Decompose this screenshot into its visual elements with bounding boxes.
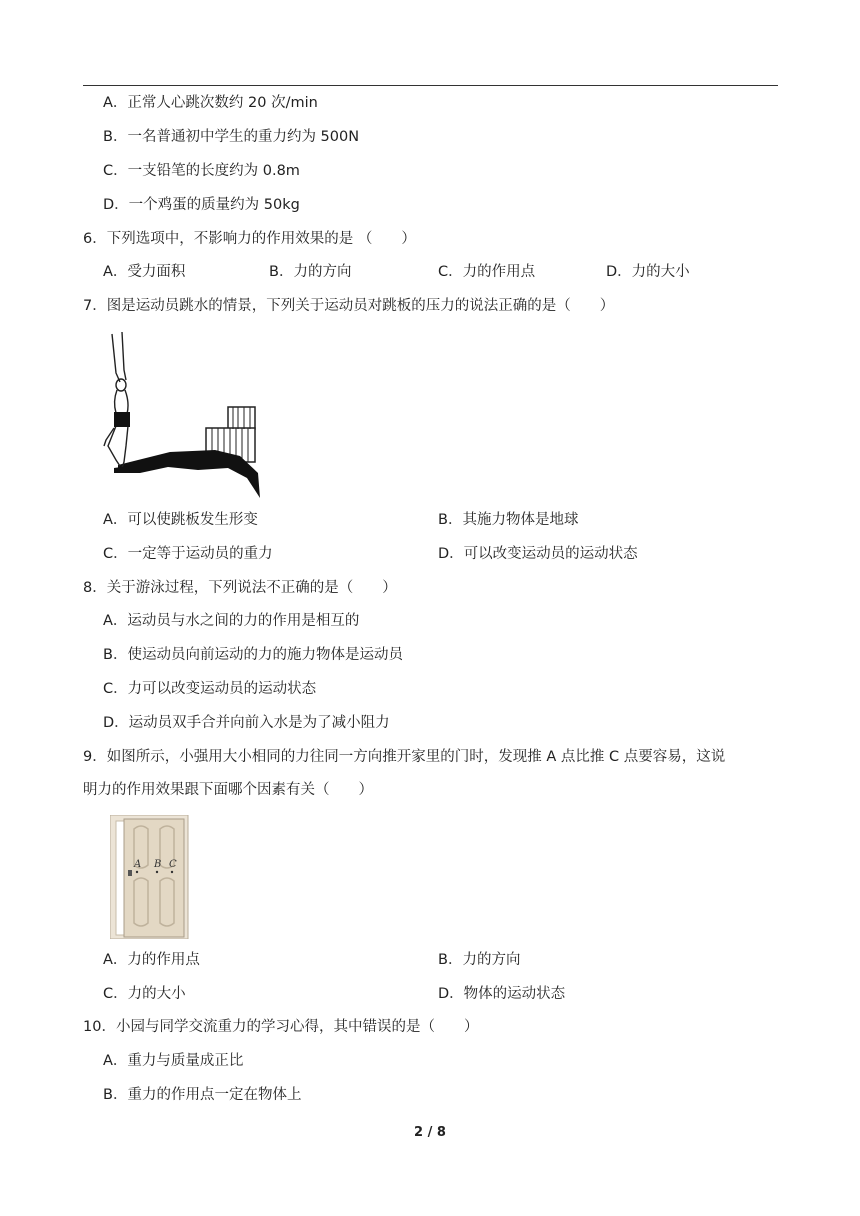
q6-option-c: C．力的作用点 xyxy=(438,264,536,280)
q5-option-c: C．一支铅笔的长度约为 0.8m xyxy=(103,163,300,179)
q7-option-d: D．可以改变运动员的运动状态 xyxy=(438,546,638,562)
q7-option-a: A．可以使跳板发生形变 xyxy=(103,512,258,528)
door-handle xyxy=(128,870,132,876)
diver-figure xyxy=(104,332,128,468)
door-label-c: C xyxy=(169,859,177,870)
diver-swimsuit xyxy=(114,412,130,427)
q9-option-a: A．力的作用点 xyxy=(103,952,200,968)
q10-stem: 10．小园与同学交流重力的学习心得，其中错误的是（ ） xyxy=(83,1019,479,1035)
header-rule xyxy=(83,85,778,86)
q6-option-a: A．受力面积 xyxy=(103,264,186,280)
q9-option-d: D．物体的运动状态 xyxy=(438,986,566,1002)
q10-option-b: B．重力的作用点一定在物体上 xyxy=(103,1087,302,1103)
q8-stem: 8．关于游泳过程，下列说法不正确的是（ ） xyxy=(83,580,397,596)
q6-option-b: B．力的方向 xyxy=(269,264,352,280)
q5-option-b: B．一名普通初中学生的重力约为 500N xyxy=(103,129,360,145)
q6-option-d: D．力的大小 xyxy=(606,264,690,280)
q8-option-c: C．力可以改变运动员的运动状态 xyxy=(103,681,317,697)
door-panel xyxy=(124,819,184,937)
page-number: 2 / 8 xyxy=(414,1125,446,1140)
door-label-b: B xyxy=(154,859,162,870)
q7-option-c: C．一定等于运动员的重力 xyxy=(103,546,273,562)
q5-option-d: D．一个鸡蛋的质量约为 50kg xyxy=(103,197,300,213)
door-figure xyxy=(110,815,190,939)
q8-option-a: A．运动员与水之间的力的作用是相互的 xyxy=(103,613,360,629)
diving-board-figure xyxy=(100,328,262,503)
q5-option-a: A．正常人心跳次数约 20 次/min xyxy=(103,95,318,111)
q9-stem-line2: 明力的作用效果跟下面哪个因素有关（ ） xyxy=(83,782,373,798)
q8-option-b: B．使运动员向前运动的力的施力物体是运动员 xyxy=(103,647,403,663)
q7-stem: 7．图是运动员跳水的情景，下列关于运动员对跳板的压力的说法正确的是（ ） xyxy=(83,298,615,314)
q8-option-d: D．运动员双手合并向前入水是为了减小阻力 xyxy=(103,715,390,731)
q6-stem: 6．下列选项中，不影响力的作用效果的是 （ ） xyxy=(83,231,416,247)
q9-option-c: C．力的大小 xyxy=(103,986,186,1002)
q7-option-b: B．其施力物体是地球 xyxy=(438,512,579,528)
q10-option-a: A．重力与质量成正比 xyxy=(103,1053,244,1069)
door-label-a: A xyxy=(134,859,142,870)
diving-board xyxy=(118,450,260,498)
q9-option-b: B．力的方向 xyxy=(438,952,521,968)
q9-stem-line1: 9．如图所示，小强用大小相同的力往同一方向推开家里的门时，发现推 A 点比推 C 点要容易，这说 xyxy=(83,749,726,765)
